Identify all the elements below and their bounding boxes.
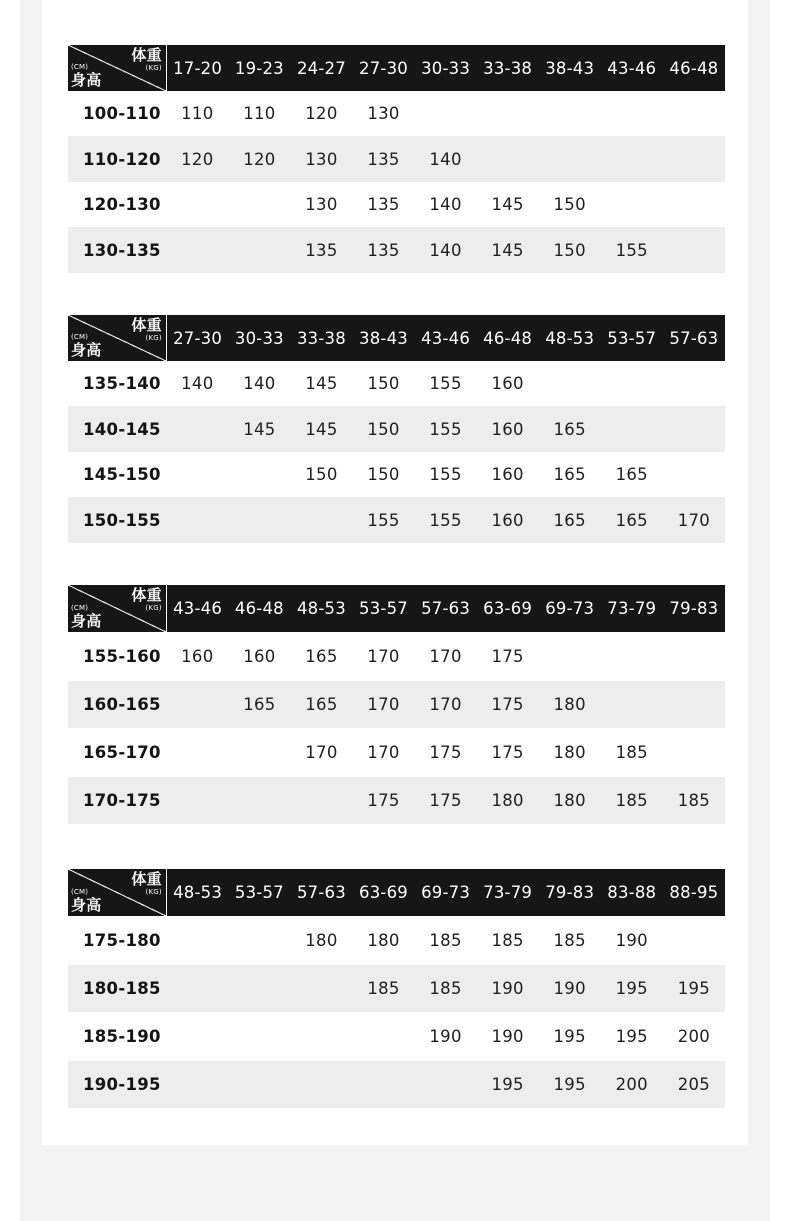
weight-column-header: 30-33 [234,328,284,348]
size-cell: 155 [429,510,462,530]
size-cell [477,136,539,182]
table-row [68,361,725,406]
size-table [68,585,725,824]
size-cell: 165 [243,695,276,714]
table-header-row [68,315,725,361]
weight-label: 体重 [131,46,162,64]
weight-label: 体重 [131,870,162,888]
size-cell: 140 [181,374,214,393]
size-table [68,45,725,273]
size-cell: 160 [491,465,524,484]
size-cell [228,1061,290,1108]
size-cell: 130 [367,104,400,123]
height-range-cell: 165-170 [83,743,161,762]
size-cell [166,182,228,227]
size-cell: 170 [367,695,400,714]
weight-column-header: 33-38 [483,58,533,78]
size-cell: 195 [553,1075,586,1094]
size-cell [539,91,601,136]
weight-column-header: 53-57 [607,328,657,348]
size-cell [166,965,228,1012]
size-table [68,315,725,543]
size-cell: 165 [553,510,586,530]
size-cell: 155 [429,419,462,439]
size-cell: 190 [553,979,586,998]
weight-column-header: 48-53 [545,328,595,348]
weight-column-header: 57-63 [421,599,471,618]
size-cell: 195 [553,1027,586,1046]
size-cell [352,1012,414,1061]
weight-unit: (KG) [145,604,162,612]
weight-unit: (KG) [145,64,162,72]
size-cell: 185 [615,743,648,762]
height-unit: (CM) [71,888,89,896]
size-cell [166,728,228,777]
size-cell: 190 [429,1027,462,1046]
size-cell: 190 [491,1027,524,1046]
size-cell: 170 [677,510,711,530]
table-row [68,1012,725,1061]
size-cell: 160 [181,647,214,666]
size-cell [228,777,290,824]
table-row [68,681,725,728]
size-cell: 185 [491,931,524,950]
height-range-cell: 140-145 [83,419,161,439]
table-header-row [68,869,725,916]
height-unit: (CM) [71,63,89,71]
weight-column-header: 79-83 [545,883,595,902]
size-cell [228,965,290,1012]
size-cell: 170 [429,695,462,714]
size-cell [166,452,228,497]
size-cell [415,91,477,136]
size-cell [601,681,663,728]
table-header-row [68,585,725,632]
height-unit: (CM) [71,333,89,341]
weight-column-header: 27-30 [359,58,408,78]
size-cell: 140 [429,240,462,260]
weight-column-header: 73-79 [483,883,533,902]
weight-column-header: 79-83 [669,599,719,618]
weight-column-header: 27-30 [173,328,223,348]
size-cell: 145 [491,195,524,214]
size-cell [663,632,725,681]
weight-column-header: 73-79 [607,599,657,618]
height-range-cell: 190-195 [83,1075,161,1094]
size-cell: 155 [615,240,648,260]
height-label: 身高 [71,341,102,359]
size-cell: 160 [491,510,524,530]
size-cell: 110 [243,104,276,123]
size-cell [228,916,290,965]
size-cell [601,182,663,227]
table-row [68,91,725,136]
size-cell: 195 [615,979,648,998]
size-cell [228,182,290,227]
size-cell [290,1061,352,1108]
size-cell: 145 [491,240,524,260]
size-cell [663,182,725,227]
size-cell: 135 [367,149,400,169]
size-cell: 145 [305,374,338,393]
size-cell [166,681,228,728]
size-cell: 140 [429,149,462,169]
weight-column-header: 53-57 [359,599,408,618]
size-cell: 135 [305,240,338,260]
weight-column-header: 46-48 [483,328,533,348]
table-row [68,916,725,965]
size-cell: 155 [429,465,462,484]
size-cell: 185 [553,931,586,950]
size-cell [166,227,228,273]
height-range-cell: 175-180 [83,931,161,950]
size-cell: 160 [491,374,524,393]
weight-column-header: 48-53 [173,883,223,902]
weight-column-header: 57-63 [296,883,346,902]
size-cell [166,1061,228,1108]
table-corner-header [68,315,166,361]
weight-unit: (KG) [145,334,162,342]
size-cell: 170 [305,743,338,762]
table-row [68,497,725,543]
size-cell: 195 [491,1075,524,1094]
size-cell: 140 [243,374,276,393]
height-range-cell: 120-130 [83,195,161,214]
size-cell: 155 [367,510,400,530]
height-label: 身高 [71,71,102,89]
size-cell [166,406,228,452]
weight-column-header: 38-43 [545,58,595,78]
size-cell: 175 [491,647,524,666]
size-cell: 175 [491,695,524,714]
size-cell: 175 [367,791,400,810]
size-cell: 170 [429,647,462,666]
size-cell: 150 [367,419,400,439]
height-range-cell: 185-190 [83,1027,161,1046]
size-cell: 150 [553,195,586,214]
weight-column-header: 69-73 [421,883,471,902]
size-cell [601,406,663,452]
height-range-cell: 170-175 [83,791,161,810]
height-range-cell: 155-160 [83,647,161,666]
size-cell: 180 [305,931,338,950]
size-cell: 150 [367,465,400,484]
size-cell [663,91,725,136]
table-row [68,182,725,227]
weight-column-header: 69-73 [545,599,595,618]
table-row [68,406,725,452]
height-range-cell: 110-120 [83,149,161,169]
size-cell: 140 [429,195,462,214]
size-cell: 185 [367,979,400,998]
weight-column-header: 88-95 [669,883,719,902]
weight-column-header: 46-48 [234,599,284,618]
size-cell [166,1012,228,1061]
size-cell [663,227,725,273]
size-cell: 175 [429,743,462,762]
size-cell: 185 [429,979,462,998]
size-cell [290,777,352,824]
weight-column-header: 48-53 [296,599,346,618]
table-row [68,965,725,1012]
size-cell [663,916,725,965]
size-cell [601,632,663,681]
height-label: 身高 [71,612,102,630]
size-cell: 205 [677,1075,711,1094]
height-range-cell: 180-185 [83,979,161,998]
size-cell: 190 [615,931,648,950]
height-range-cell: 100-110 [83,104,161,123]
size-cell: 180 [553,743,586,762]
size-cell [290,965,352,1012]
size-cell: 165 [615,510,648,530]
size-cell [166,497,228,543]
height-range-cell: 135-140 [83,374,161,393]
size-cell: 165 [553,465,586,484]
size-cell [166,777,228,824]
size-cell: 150 [367,374,400,393]
size-cell: 135 [367,195,400,214]
size-cell: 185 [677,791,711,810]
weight-column-header: 63-69 [483,599,533,618]
weight-label: 体重 [131,586,162,604]
weight-column-header: 43-46 [173,599,223,618]
size-cell: 175 [429,791,462,810]
weight-column-header: 43-46 [421,328,471,348]
size-cell: 110 [181,104,214,123]
weight-column-header: 33-38 [296,328,346,348]
size-cell: 145 [305,419,338,439]
size-cell [663,406,725,452]
size-cell: 145 [243,419,276,439]
size-cell [601,361,663,406]
size-cell: 195 [615,1027,648,1046]
size-cell [228,227,290,273]
table-row [68,1061,725,1108]
size-cell [228,1012,290,1061]
size-cell: 180 [553,791,586,810]
table-corner-header [68,869,166,916]
table-row [68,728,725,777]
weight-column-header: 17-20 [173,58,223,78]
size-cell [663,361,725,406]
size-cell [228,452,290,497]
weight-column-header: 46-48 [669,58,719,78]
size-cell: 120 [305,104,338,123]
size-cell [663,728,725,777]
size-cell: 165 [553,419,586,439]
size-cell [166,916,228,965]
height-range-cell: 130-135 [83,240,161,260]
size-cell [601,136,663,182]
size-cell [415,1061,477,1108]
size-cell [477,91,539,136]
table-row [68,227,725,273]
size-cell: 120 [243,149,276,169]
size-cell: 120 [181,149,214,169]
size-cell: 165 [305,695,338,714]
table-row [68,632,725,681]
size-cell: 180 [553,695,586,714]
table-header-row [68,45,725,91]
size-cell: 130 [305,149,338,169]
size-cell: 180 [491,791,524,810]
weight-unit: (KG) [145,888,162,896]
size-table [68,869,725,1108]
size-cell [663,452,725,497]
size-cell [290,497,352,543]
weight-column-header: 38-43 [359,328,408,348]
table-row [68,452,725,497]
weight-column-header: 57-63 [669,328,719,348]
table-row [68,777,725,824]
size-cell: 165 [615,465,648,484]
size-cell [539,136,601,182]
size-cell: 160 [491,419,524,439]
page-margin-right [748,0,770,1221]
height-unit: (CM) [71,604,89,612]
size-cell: 170 [367,647,400,666]
size-cell: 170 [367,743,400,762]
size-cell [539,632,601,681]
height-range-cell: 145-150 [83,465,161,484]
size-cell [228,728,290,777]
size-cell [352,1061,414,1108]
weight-column-header: 24-27 [296,58,346,78]
table-corner-header [68,585,166,632]
page-margin-left [20,0,42,1221]
weight-column-header: 53-57 [234,883,284,902]
weight-column-header: 30-33 [421,58,471,78]
size-cell: 195 [677,979,711,998]
size-cell: 150 [553,240,586,260]
size-cell: 200 [677,1027,711,1046]
size-cell [663,136,725,182]
size-cell: 130 [305,195,338,214]
size-cell: 180 [367,931,400,950]
size-cell [290,1012,352,1061]
size-cell: 200 [615,1075,648,1094]
size-cell: 190 [491,979,524,998]
size-cell: 175 [491,743,524,762]
size-cell: 135 [367,240,400,260]
weight-column-header: 83-88 [607,883,657,902]
weight-column-header: 19-23 [234,58,284,78]
size-cell: 150 [305,465,338,484]
size-cell [228,497,290,543]
weight-label: 体重 [131,316,162,334]
size-cell: 185 [615,791,648,810]
weight-column-header: 43-46 [607,58,657,78]
height-label: 身高 [71,896,102,914]
size-cell [663,681,725,728]
size-cell: 160 [243,647,276,666]
page-footer-band [20,1145,770,1221]
size-cell [539,361,601,406]
weight-column-header: 63-69 [359,883,408,902]
height-range-cell: 160-165 [83,695,161,714]
size-cell: 165 [305,647,338,666]
size-cell [601,91,663,136]
table-corner-header [68,45,166,91]
size-cell: 185 [429,931,462,950]
size-cell: 155 [429,374,462,393]
height-range-cell: 150-155 [83,510,161,530]
table-row [68,136,725,182]
